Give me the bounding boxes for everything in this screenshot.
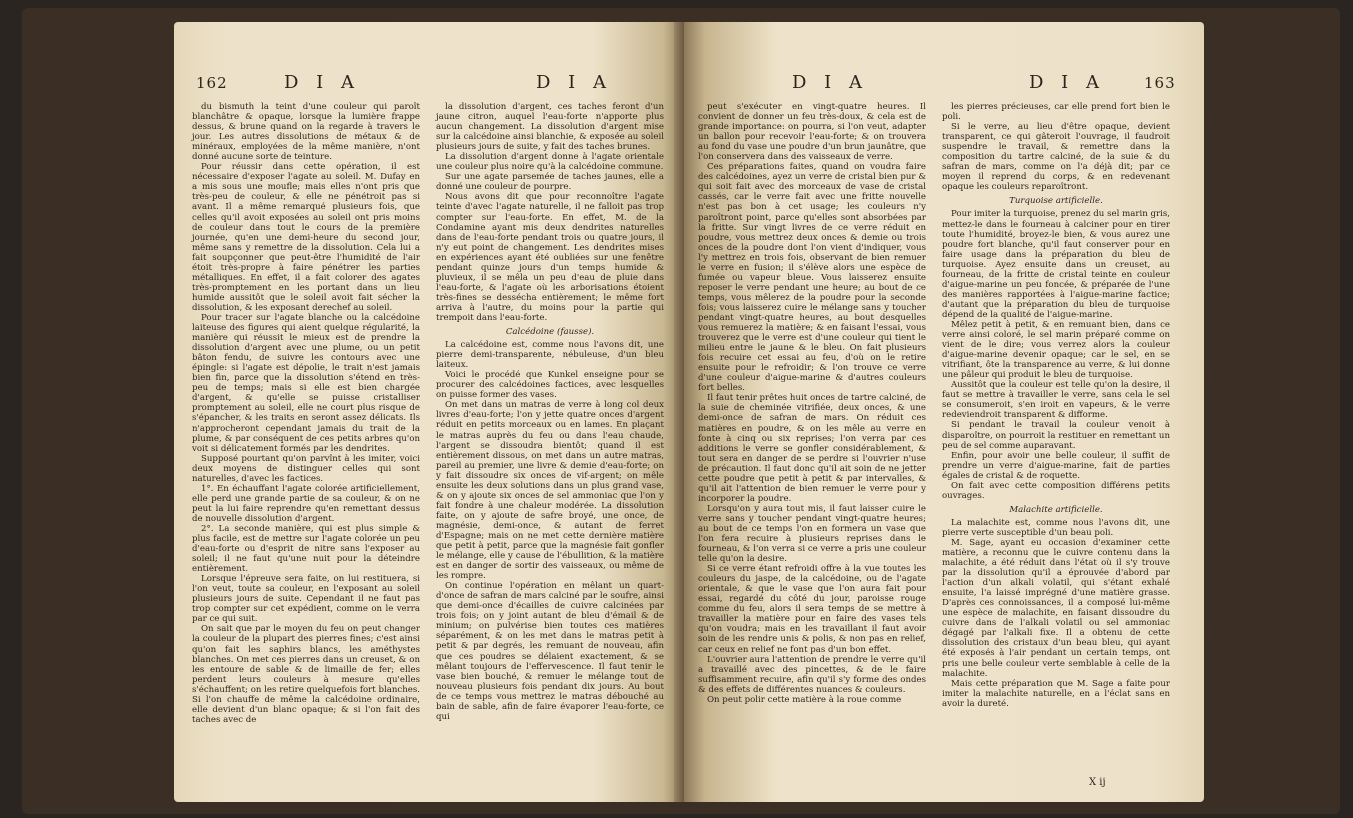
paragraph: 1°. En échauffant l'agate colorée artificiellement, elle perd une grande partie de sa couleur, & on ne peut la lui faire reprendre qu'en remettant dessus de nouvelle dissolution d'argent. bbox=[192, 483, 420, 524]
paragraph: On met dans un matras de verre à long col deux livres d'eau-forte; l'on y jette quatre onces d'argent réduit en petits morceaux ou en lames. En plaçant le matras auprès du feu ou dans l'eau chaude, l'argent se dissoudra bientôt; quand il est entièrement dissous, on met dans un autre matras, pareil au premier, une livre & demie d'eau-forte; on y fait dissoudre six onces de vif-argent; on mêle ensuite les deux solutions dans un plus grand vase, & on y ajoute six onces de sel ammoniac que l'on y fait fondre à une chaleur modérée. La dissolution faite, on y ajoute de safre broyé, une once, de magnésie, demi-once, & autant de ferret d'Espagne; mais on ne met cette dernière matière que petit à petit, parce que la magnésie fait gonfler le mélange, elle y cause de l'ébullition, & la matière est en danger de sortir des vaisseaux, ou même de les rompre. bbox=[436, 400, 664, 582]
running-head: D I A bbox=[792, 72, 868, 93]
text-column-right-2 bbox=[942, 102, 1170, 709]
paragraph: Pour réussir dans cette opération, il est nécessaire d'exposer l'agate au soleil. M. Dufay en a mis sous une moufle; mais elles n'ont pris que très-peu de couleur, & elle ne pénétroit pas si avant. Il a même remarqué plusieurs fois, que celles qu'il avoit exposées au soleil ont pris moins de couleur dans tout le cours de la première journée, qu'en une demi-heure du second jour, même sans y remettre de la dissolution. Cela lui a fait soupçonner que peut-être l'humidité de l'air étoit très-propre à faire pénétrer les parties métalliques. En effet, il a fait colorer des agates très-promptement en les portant dans un lieu humide aussitôt que le soleil avoit fait sécher la dissolution, & les exposant derechef au soleil. bbox=[192, 162, 420, 313]
paragraph: On continue l'opération en mêlant un quart-d'once de safran de mars calciné par le soufre, ainsi que demi-once d'écailles de cuivre calcinées par trois fois; on y joint autant de bleu d'émail & de minium; on pulvérise bien toutes ces matières séparément, & on les met dans le matras petit à petit & par degrés, les remuant de nouveau, afin que ces poudres se délaient exactement, & se mêlant toujours de l'effervescence. Il faut tenir le vase bien bouché, & remuer le mélange tout de nouveau plusieurs fois pendant dix jours. Au bout de ce temps vous mettrez le matras débouché au bain de sable, afin de faire évaporer l'eau-forte, ce qui bbox=[436, 581, 664, 722]
paragraph: On sait que par le moyen du feu on peut changer la couleur de la plupart des pierres fines; c'est ainsi qu'on fait les saphirs blancs, les améthystes blanches. On met ces pierres dans un creuset, & on les entoure de sable & de limaille de fer; elles perdent leurs couleurs à mesure qu'elles s'échauffent; on les retire quelquefois fort blanches. Si l'on chauffe de même la calcédoine ordinaire, elle devient d'un blanc opaque; & si l'on fait des taches avec de bbox=[192, 624, 420, 725]
paragraph: Il faut tenir prêtes huit onces de tartre calciné, de la suie de cheminée vitrifiée, deux onces, & une demi-once de safran de mars. On réduit ces matières en poudre, & on les mêle au verre en fonte à cinq ou six reprises; l'on verra par ces additions le verre se gonfler considérablement, & tout sera en danger de se perdre si l'ouvrier n'use de précaution. Il faut donc qu'il ait soin de ne jetter cette poudre que petit à petit & par intervalles, & qu'il ait l'attention de bien remuer le verre pour y incorporer la poudre. bbox=[698, 393, 926, 504]
page-number: 162 bbox=[196, 74, 228, 92]
paragraph: Lorsqu'on y aura tout mis, il faut laisser cuire le verre sans y toucher pendant vingt-quatre heures; au bout de ce temps l'on en formera un vase que l'on fera recuire à plusieurs reprises dans le fourneau, & l'on verra si ce verre a pris une couleur telle qu'on la desire. bbox=[698, 503, 926, 565]
paragraph: L'ouvrier aura l'attention de prendre le verre qu'il a travaillé avec des pincettes, & de le faire suffisamment recuire, afin qu'il s'y forme des ondes & des effets de différentes nuances & couleurs. bbox=[698, 654, 926, 695]
paragraph: Pour imiter la turquoise, prenez du sel marin gris, mettez-le dans le fourneau à calciner pour en tirer toute l'humidité, broyez-le bien, & vous aurez une poudre fort blanche, qu'il faut conserver pour en faire usage dans la préparation du bleu de turquoise. Ayez ensuite dans un creuset, au fourneau, de la fritte de cristal teinte en couleur d'aigue-marine un peu foncée, & préparée de l'une des manières rapportées à l'aigue-marine factice; d'autant que la préparation du bleu de turquoise dépend de la qualité de l'aigue-marine. bbox=[942, 209, 1170, 320]
paragraph: Ces préparations faites, quand on voudra faire des calcédoines, ayez un verre de cristal bien pur & qui soit fait avec des morceaux de vase de cristal cassés, car le verre fait avec une fritte nouvelle n'est pas bon à cet usage; les couleurs n'y paroîtront point, parce qu'elles sont absorbées par la fritte. Sur vingt livres de ce verre réduit en poudre, vous mettrez deux onces & demie ou trois onces de la poudre dont l'on vient d'indiquer, vous l'y mettrez en trois fois, observant de bien remuer le verre en fusion; il s'élève alors une espèce de fumée ou vapeur bleue. Vous laisserez ensuite reposer le verre pendant une heure; au bout de ce temps, vous mêlerez de la poudre pour la seconde fois; vous laisserez cuire le mélange sans y toucher pendant vingt-quatre heures, au bout desquelles vous remuerez la matière; & en faisant l'essai, vous trouverez que le verre est d'une couleur qui tient le milieu entre le jaune & le bleu. On fait plusieurs fois recuire cet essai au feu, d'où on le retire ensuite pour le refroidir; & l'on trouve ce verre d'une couleur d'aigue-marine & d'autres couleurs fort belles. bbox=[698, 162, 926, 394]
section-subheading: Calcédoine (fausse). bbox=[505, 327, 595, 338]
page-number: 163 bbox=[1144, 74, 1176, 92]
right-page-header bbox=[684, 72, 1204, 96]
section-subheading: Turquoise artificielle. bbox=[1009, 196, 1103, 207]
paragraph: Supposé pourtant qu'on parvînt à les imiter, voici deux moyens de distinguer celles qui sont naturelles, d'avec les factices. bbox=[192, 453, 420, 484]
paragraph: Si ce verre étant refroidi offre à la vue toutes les couleurs du jaspe, de la calcédoine, ou de l'agate orientale, & que le vase que l'on aura fait pour essai, regardé du côté du jour, paroisse rouge comme du feu, alors il sera temps de se mettre à travailler la matière pour en faire des vases tels qu'on voudra; mais en les travaillant il faut avoir soin de les rendre unis & polis, & non pas en relief, car ceux en relief ne font pas d'un bon effet. bbox=[698, 564, 926, 655]
running-head: D I A bbox=[536, 72, 612, 93]
paragraph: Aussitôt que la couleur est telle qu'on la desire, il faut se mettre à travailler le verre, sans cela le sel se consumeroit, s'en iroit en vapeurs, & le verre redeviendroit transparent & difforme. bbox=[942, 380, 1170, 421]
text-column-right-1 bbox=[698, 102, 926, 705]
paragraph: Pour tracer sur l'agate blanche ou la calcédoine laiteuse des figures qui aient quelque régularité, la manière qui réussit le mieux est de prendre la dissolution d'argent avec une plume, ou un petit bâton fendu, de suivre les contours avec une épingle: si l'agate est dépolie, le trait n'est jamais bien fin, parce que la dissolution s'étend en très-peu de temps; mais si elle est bien chargée d'argent, & qu'elle se puisse cristalliser promptement au soleil, elle ne court plus risque de s'épancher, & les traits en seront assez délicats. Ils n'approcheront cependant jamais du trait de la plume, & par conséquent de ces petits arbres qu'on voit si délicatement formés par les dendrites. bbox=[192, 312, 420, 454]
right-page bbox=[684, 22, 1204, 802]
paragraph: La malachite est, comme nous l'avons dit, une pierre verte susceptible d'un beau poli. bbox=[942, 517, 1170, 538]
running-head: D I A bbox=[284, 72, 360, 93]
paragraph: Nous avons dit que pour reconnoître l'agate teinte d'avec l'agate naturelle, il ne falloit pas trop compter sur l'eau-forte. En effet, M. de la Condamine ayant mis deux dendrites naturelles dans de l'eau-forte pendant trois ou quatre jours, il n'y eut point de changement. Les dendrites mises en expériences ayant été oubliées sur une fenêtre pendant quinze jours d'un temps humide & pluvieux, il se mêla un peu d'eau de pluie dans l'eau-forte, & l'agate où les arborisations étoient très-fines se dessécha entièrement; le même fort arriva à l'autre, du moins pour la partie qui trempoit dans l'eau-forte. bbox=[436, 192, 664, 323]
paragraph: Si le verre, au lieu d'être opaque, devient transparent, ce qui gâteroit l'ouvrage, il faudroit suspendre le travail, & remettre dans la composition du tartre calciné, de la suie & du safran de mars, comme on l'a déjà dit; par ce moyen il reprend du corps, & en redevenant opaque les couleurs reparoîtront. bbox=[942, 122, 1170, 193]
paragraph: les pierres précieuses, car elle prend fort bien le poli. bbox=[942, 102, 1170, 123]
paragraph: du bismuth la teint d'une couleur qui paroît blanchâtre & opaque, lorsque la lumière frappe dessus, & brune quand on la regarde à travers le jour. Les autres dissolutions de métaux & de minéraux, employées de la même manière, n'ont donné aucune sorte de teinture. bbox=[192, 102, 420, 163]
paragraph: Sur une agate parsemée de taches jaunes, elle a donné une couleur de pourpre. bbox=[436, 172, 664, 193]
signature-mark: X ij bbox=[1089, 777, 1106, 788]
paragraph: M. Sage, ayant eu occasion d'examiner cette matière, a reconnu que le cuivre contenu dans la malachite, a été réduit dans l'état où il s'y trouve par la dissolution qu'il a éprouvée d'abord par l'action d'un alkali volatil, qui s'étant exhalé ensuite, l'a laissé imprégné d'une matière grasse. D'après ces connoissances, il a composé lui-même une espèce de malachite, en faisant dissoudre du cuivre dans de l'alkali volatil ou sel ammoniac dégagé par l'alkali fixe. Il a obtenu de cette dissolution des cristaux d'un beau bleu, qui ayant été exposés à l'air pendant un certain temps, ont pris une belle couleur verte semblable à celle de la malachite. bbox=[942, 537, 1170, 679]
left-page bbox=[174, 22, 684, 802]
paragraph: Enfin, pour avoir une belle couleur, il suffit de prendre un verre d'aigue-marine, fait de parties égales de cristal & de roquette. bbox=[942, 450, 1170, 481]
paragraph: la dissolution d'argent, ces taches feront d'un jaune citron, auquel l'eau-forte n'apporte plus aucun changement. La dissolution d'argent mise sur la calcédoine ainsi blanchie, & exposée au soleil plusieurs jours de suite, y fait des taches brunes. bbox=[436, 102, 664, 153]
paragraph: Lorsque l'épreuve sera faite, on lui restituera, si l'on veut, toute sa couleur, en l'exposant au soleil plusieurs jours de suite. Cependant il ne faut pas trop compter sur cet expédient, comme on le verra par ce qui suit. bbox=[192, 574, 420, 625]
text-column-left-2 bbox=[436, 102, 664, 722]
left-page-header bbox=[174, 72, 684, 96]
paragraph: Voici le procédé que Kunkel enseigne pour se procurer des calcédoines factices, avec lesquelles on puisse former des vases. bbox=[436, 370, 664, 401]
section-subheading: Malachite artificielle. bbox=[1009, 504, 1103, 515]
text-column-left-1 bbox=[192, 102, 420, 725]
paragraph: On fait avec cette composition différens petits ouvrages. bbox=[942, 480, 1170, 501]
paragraph: peut s'exécuter en vingt-quatre heures. Il convient de donner un feu très-doux, & cela est de grande importance: on pourra, si l'on veut, adapter un ballon pour recevoir l'eau-forte; & on trouvera au fond du vase une poudre d'un brun jaunâtre, que l'on conservera dans des vaisseaux de verre. bbox=[698, 102, 926, 163]
paragraph: Mêlez petit à petit, & en remuant bien, dans ce verre ainsi coloré, le sel marin préparé comme on vient de le dire; vous verrez alors la couleur d'aigue-marine devenir opaque; car le sel, en se vitrifiant, ôte la transparence au verre, & lui donne une pâleur qui produit le bleu de turquoise. bbox=[942, 319, 1170, 381]
running-head: D I A bbox=[1029, 72, 1105, 93]
paragraph: Si pendant le travail la couleur venoit à disparoître, on pourroit la restituer en remettant un peu de sel comme auparavant. bbox=[942, 420, 1170, 451]
paragraph: 2°. La seconde manière, qui est plus simple & plus facile, est de mettre sur l'agate colorée un peu d'eau-forte ou d'esprit de nitre sans l'exposer au soleil; il ne faut qu'une nuit pour la déteindre entièrement. bbox=[192, 523, 420, 575]
paragraph: La dissolution d'argent donne à l'agate orientale une couleur plus noire qu'à la calcédoine commune. bbox=[436, 152, 664, 173]
paragraph: La calcédoine est, comme nous l'avons dit, une pierre demi-transparente, nébuleuse, d'un bleu laiteux. bbox=[436, 340, 664, 371]
paragraph: On peut polir cette matière à la roue comme bbox=[707, 694, 902, 705]
book-spread bbox=[22, 8, 1340, 814]
paragraph: Mais cette préparation que M. Sage a faite pour imiter la malachite naturelle, en a l'éclat sans en avoir la dureté. bbox=[942, 678, 1170, 709]
